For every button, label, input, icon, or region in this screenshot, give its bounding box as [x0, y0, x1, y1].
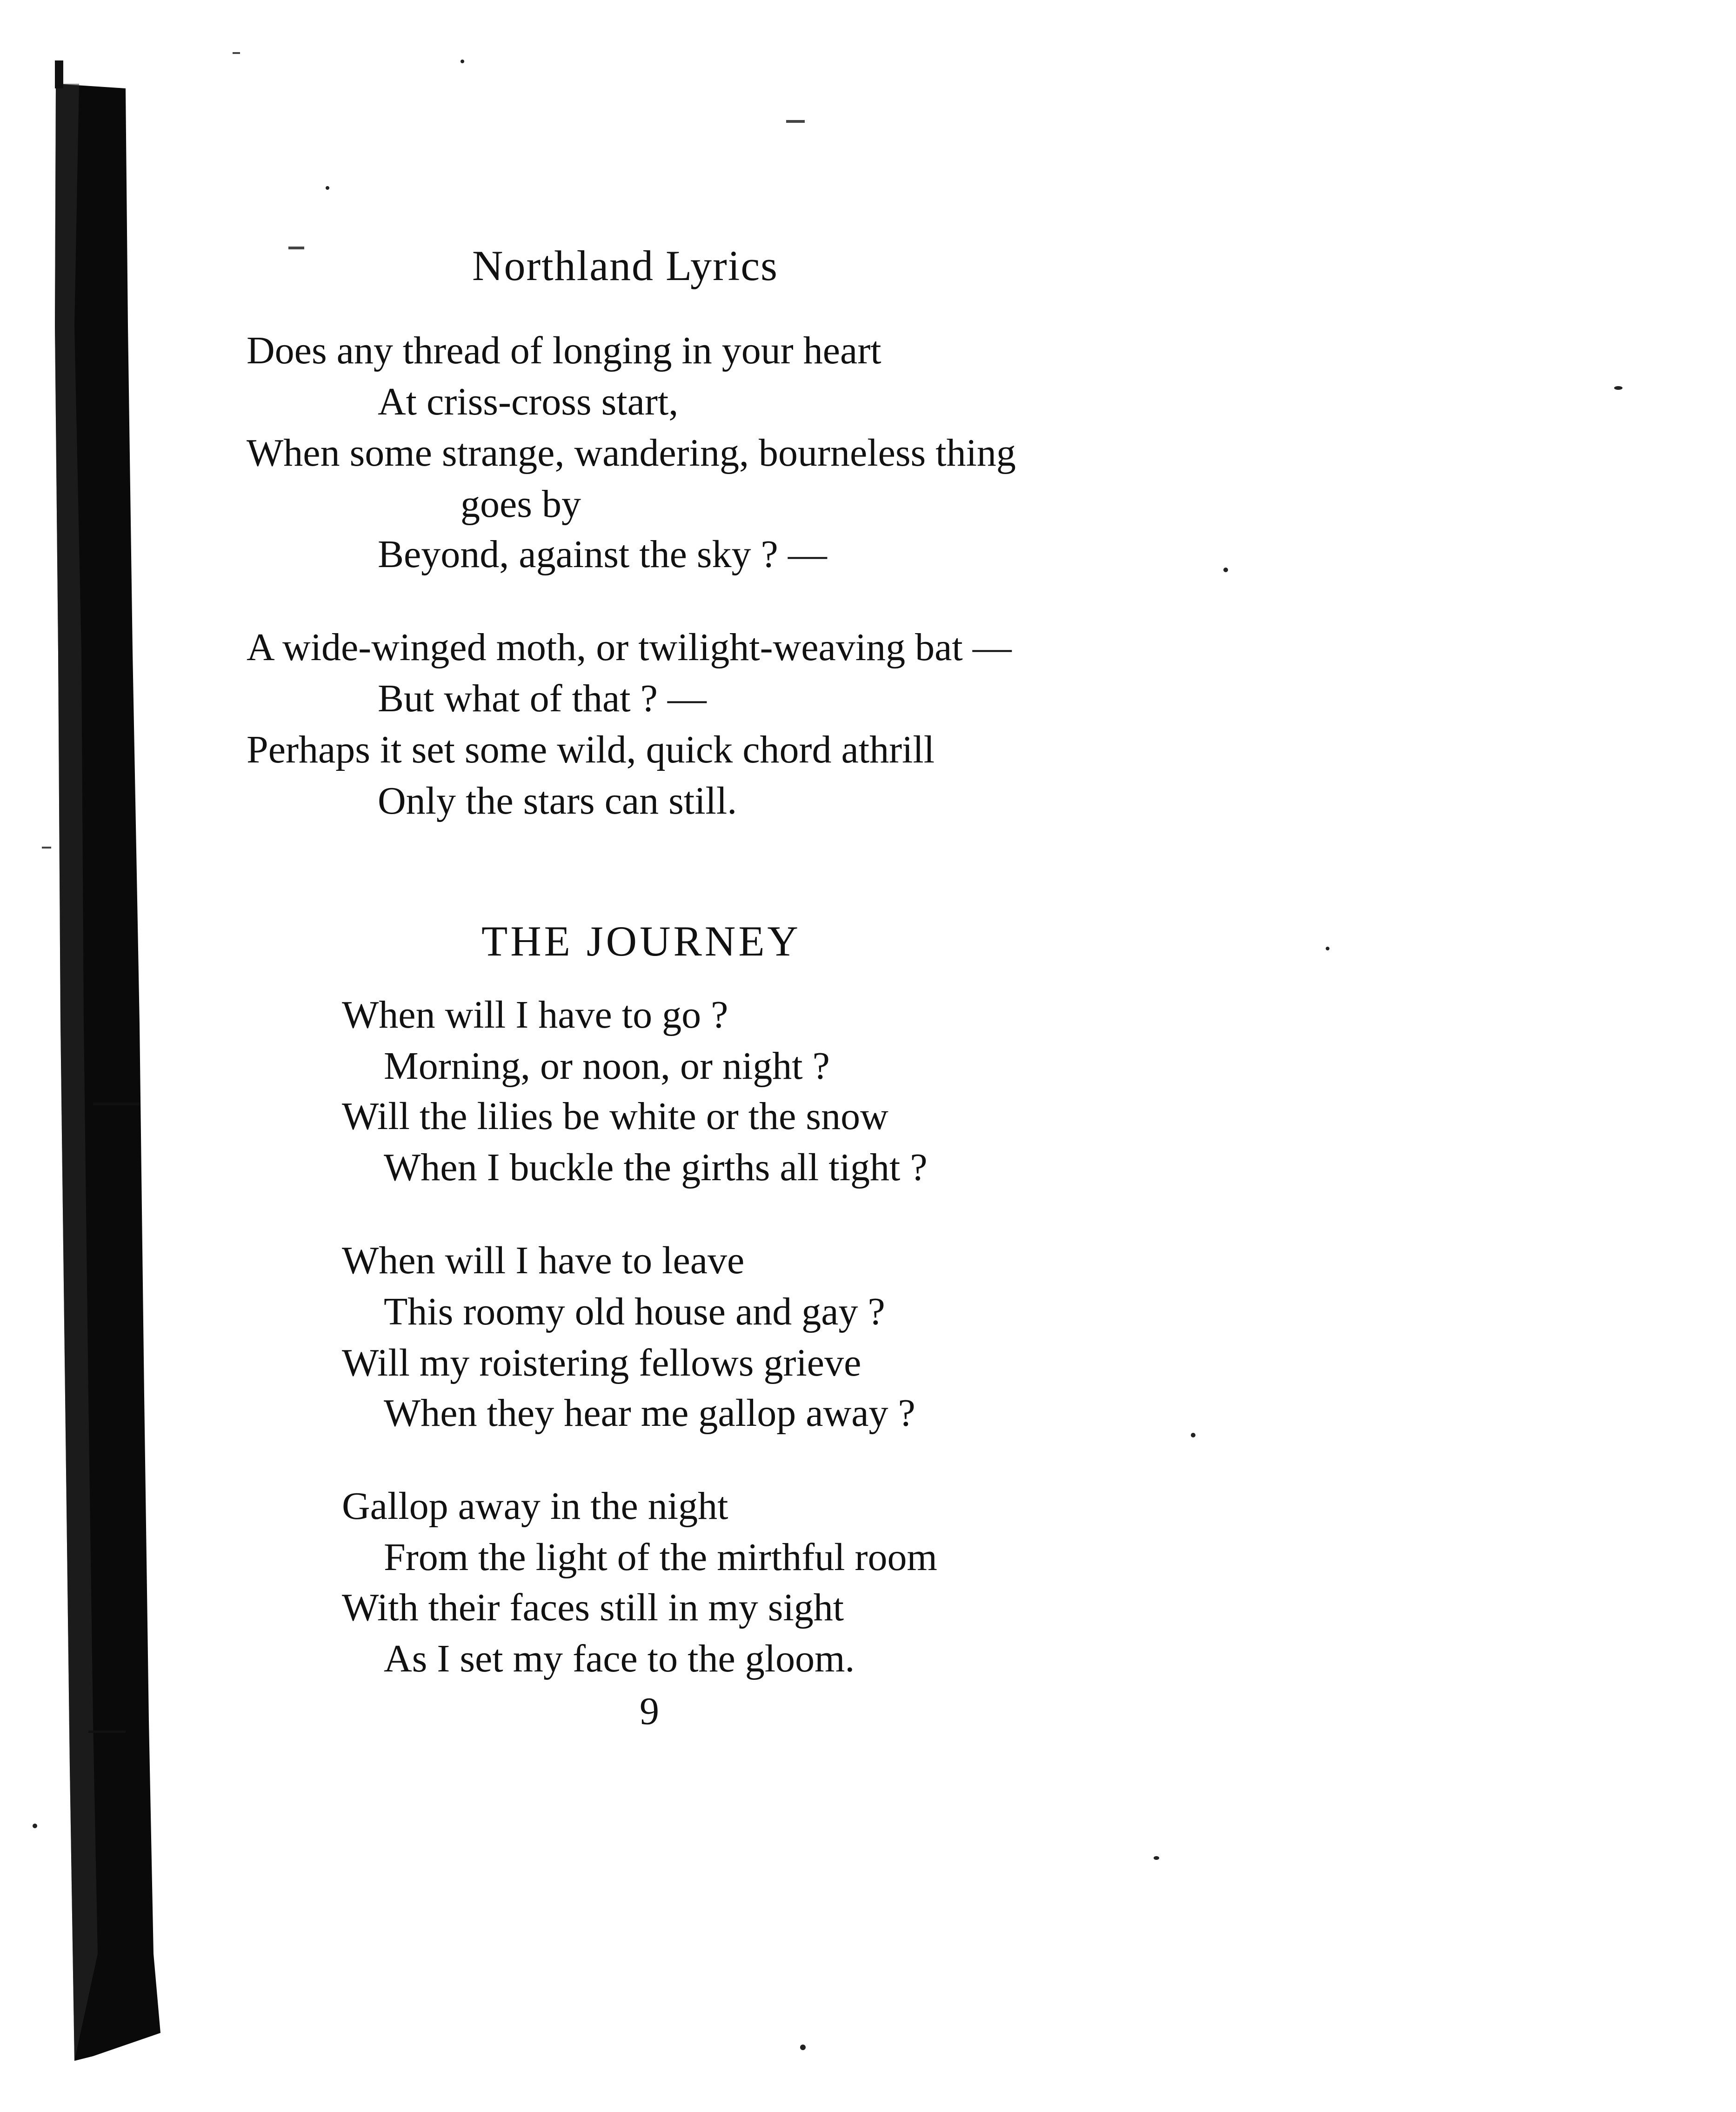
- scan-speck: [1191, 1433, 1195, 1437]
- scan-speck: [1154, 1856, 1159, 1860]
- poem-line: This roomy old house and gay ?: [384, 1290, 885, 1333]
- poem-line: When will I have to leave: [342, 1239, 745, 1282]
- page-number: 9: [640, 1690, 659, 1733]
- poem-title: Northland Lyrics: [472, 242, 778, 289]
- poem-line: goes by: [461, 482, 581, 526]
- scan-speck: [288, 247, 304, 249]
- scan-speck: [786, 120, 805, 123]
- scan-speck: [1326, 947, 1329, 950]
- scan-speck: [33, 1824, 37, 1828]
- scan-speck: [326, 186, 329, 190]
- scan-speck: [1614, 386, 1622, 390]
- poem-line: When some strange, wandering, bourneless thing: [247, 431, 1016, 475]
- poem-line: When they hear me gallop away ?: [384, 1391, 915, 1435]
- poem-line: A wide-winged moth, or twilight-weaving bat —: [247, 626, 1012, 669]
- poem-line: Perhaps it set some wild, quick chord athrill: [247, 728, 935, 771]
- scan-speck: [461, 60, 464, 63]
- poem-title: THE JOURNEY: [481, 917, 801, 965]
- binding-edge-shadow: [0, 0, 195, 2112]
- poem-line: Will my roistering fellows grieve: [342, 1341, 861, 1384]
- poem-line: But what of that ? —: [378, 677, 707, 720]
- poem-line: Beyond, against the sky ? —: [378, 533, 827, 576]
- poem-line: Will the lilies be white or the snow: [342, 1095, 888, 1138]
- poem-line: Morning, or noon, or night ?: [384, 1044, 830, 1088]
- scan-speck: [233, 52, 240, 54]
- poem-line: With their faces still in my sight: [342, 1586, 844, 1629]
- poem-line: As I set my face to the gloom.: [384, 1637, 855, 1680]
- scan-speck: [800, 2045, 806, 2050]
- poem-line: When will I have to go ?: [342, 993, 728, 1036]
- poem-line: Only the stars can still.: [378, 779, 737, 822]
- scan-speck: [1223, 568, 1228, 572]
- poem-line: Gallop away in the night: [342, 1484, 728, 1528]
- poem-line: Does any thread of longing in your heart: [247, 329, 881, 372]
- scan-speck: [42, 847, 51, 849]
- poem-line: When I buckle the girths all tight ?: [384, 1146, 928, 1189]
- poem-line: From the light of the mirthful room: [384, 1536, 937, 1579]
- poem-line: At criss-cross start,: [378, 380, 679, 423]
